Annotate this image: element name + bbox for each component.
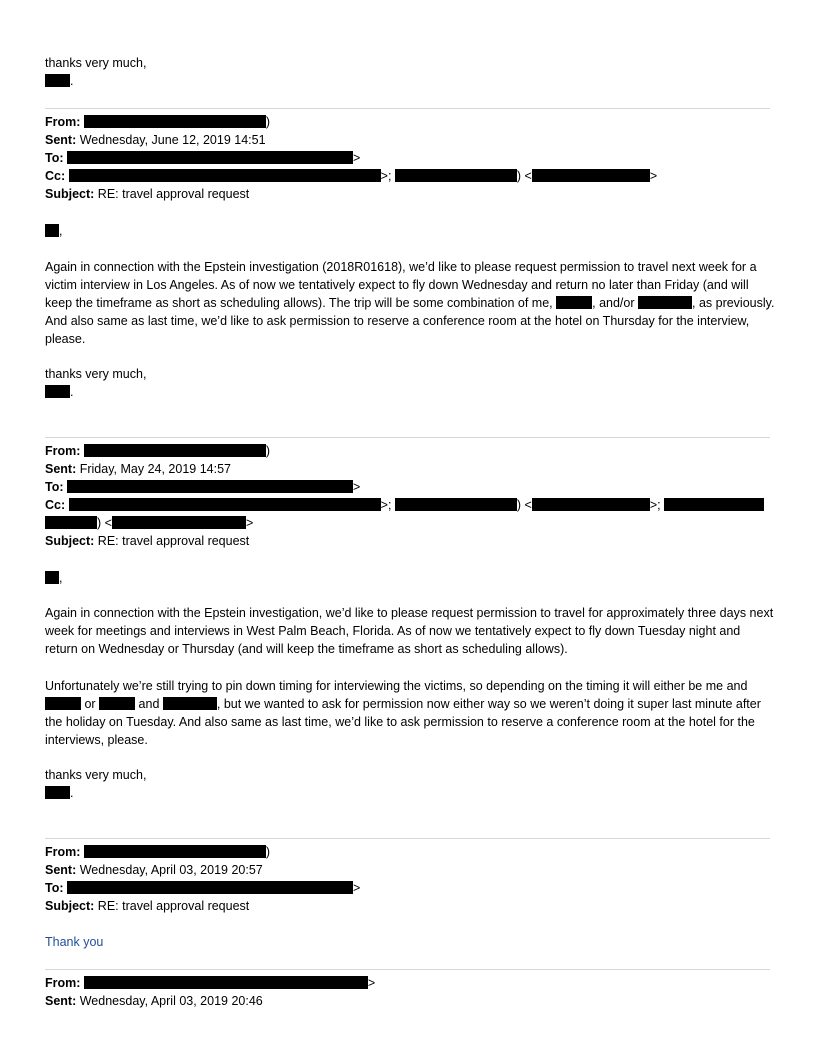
redaction (99, 697, 135, 710)
closing-text: thanks very much, (45, 56, 147, 70)
redaction (395, 498, 517, 511)
to-field: To: > (45, 881, 361, 895)
from-field: From: ) (45, 845, 271, 859)
email-body: Unfortunately we’re still trying to pin down timing for interviewing the victims, so depending on the timing it will either be me and or and , but we wanted to ask for permission now either way so we weren’t doing it super last minute after the holiday on Tuesday. And also same as last time, we’d like to ask permission to reserve a conference room at the hotel for the interviews, please. (45, 679, 761, 747)
sent-field: Sent: Wednesday, April 03, 2019 20:57 (45, 863, 263, 877)
salutation: , (45, 569, 62, 587)
redaction (84, 845, 266, 858)
from-field: From: ) (45, 444, 271, 458)
closing-text: thanks very much, (45, 367, 147, 381)
email-body: Again in connection with the Epstein investigation (2018R01618), we’d like to please request permission to travel next week for a victim interview in Los Angeles. As of now we tentatively expect to fly down Wednesday and return no later than Friday (and will keep the timeframe as short as scheduling allows). The trip will be some combination of me, , and/or , as previously. And also same as last time, we’d like to ask permission to reserve a conference room at the hotel on Thursday for the interview, please. (45, 260, 775, 346)
redaction (163, 697, 217, 710)
from-field: From: ) (45, 115, 271, 129)
redaction (69, 498, 381, 511)
redaction (45, 224, 59, 237)
redaction (69, 169, 381, 182)
redaction (532, 169, 650, 182)
redaction (45, 516, 97, 529)
sent-field: Sent: Friday, May 24, 2019 14:57 (45, 462, 231, 476)
subject-field: Subject: RE: travel approval request (45, 187, 250, 201)
closing-text: thanks very much, (45, 768, 147, 782)
cc-field: Cc: >; ) < >; (45, 496, 764, 514)
redaction (45, 385, 70, 398)
separator (45, 838, 770, 839)
redaction (556, 296, 592, 309)
separator (45, 108, 770, 109)
to-field: To: > (45, 480, 361, 494)
redaction (638, 296, 692, 309)
redaction (112, 516, 246, 529)
separator (45, 969, 770, 970)
sent-field: Sent: Wednesday, April 03, 2019 20:46 (45, 994, 263, 1008)
redaction (45, 74, 70, 87)
redaction (45, 571, 59, 584)
redaction (67, 151, 353, 164)
cc-field-continued: ) < > (45, 514, 253, 532)
redaction (664, 498, 764, 511)
redaction (67, 480, 353, 493)
redaction (532, 498, 650, 511)
sent-field: Sent: Wednesday, June 12, 2019 14:51 (45, 133, 266, 147)
email-body: Again in connection with the Epstein investigation, we’d like to please request permission to travel for approximately three days next week for meetings and interviews in West Palm Beach, Florida. As of now we tentatively expect to fly down Tuesday night and return on Wednesday or Thursday (and will keep the timeframe as short as scheduling allows). (45, 606, 774, 656)
signature: . (45, 784, 73, 802)
salutation: , (45, 222, 62, 240)
subject-field: Subject: RE: travel approval request (45, 534, 250, 548)
redaction (45, 786, 70, 799)
redaction (67, 881, 353, 894)
redaction (84, 444, 266, 457)
from-field: From: > (45, 976, 376, 990)
redaction (84, 976, 368, 989)
cc-field: Cc: >; ) < > (45, 169, 658, 183)
redaction (45, 697, 81, 710)
separator (45, 437, 770, 438)
subject-field: Subject: RE: travel approval request (45, 899, 250, 913)
redaction (395, 169, 517, 182)
redaction (84, 115, 266, 128)
signature: . (45, 72, 73, 90)
reply-text: Thank you (45, 935, 104, 949)
signature: . (45, 383, 73, 401)
to-field: To: > (45, 151, 361, 165)
